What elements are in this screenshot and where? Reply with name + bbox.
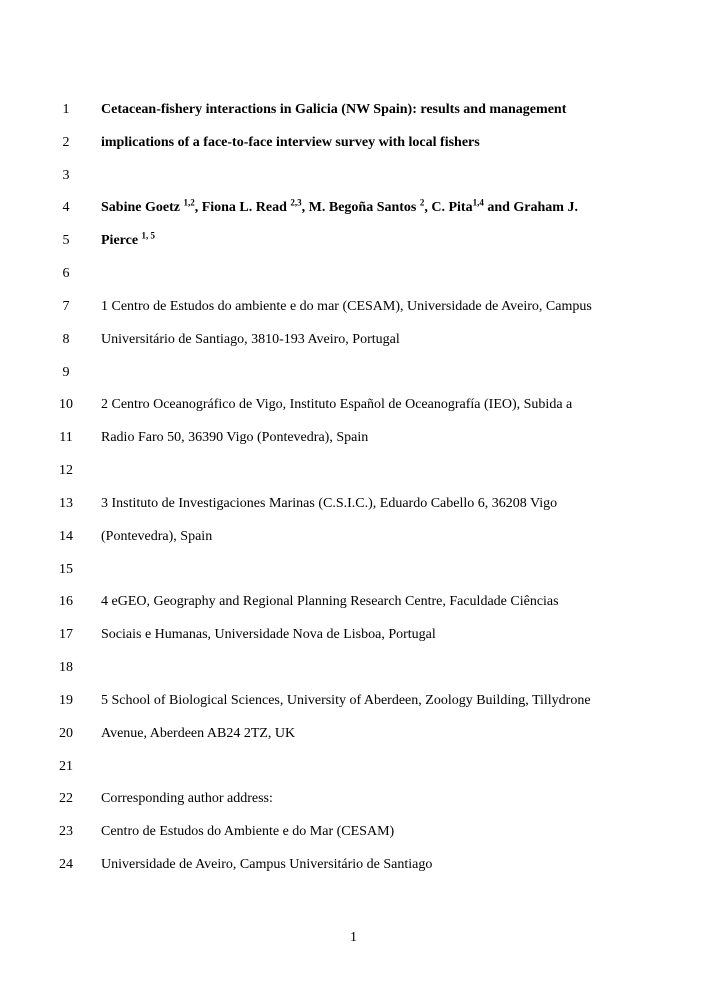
title-line-2: implications of a face-to-face interview survey with local fishers — [101, 135, 480, 150]
line-number: 12 — [59, 463, 73, 478]
corresponding-address-line-2: Universidade de Aveiro, Campus Universitário de Santiago — [101, 857, 433, 872]
author-list-cont — [101, 231, 661, 251]
author-name: , Fiona L. Read — [194, 200, 291, 215]
author-name: , M. Begoña Santos — [301, 200, 420, 215]
manuscript-line — [0, 133, 707, 153]
manuscript-line — [0, 363, 707, 383]
author-name: , C. Pita — [424, 200, 473, 215]
line-number: 4 — [62, 200, 70, 215]
affiliation-3-line-2: (Pontevedra), Spain — [101, 529, 213, 544]
manuscript-line — [0, 428, 707, 448]
page-number: 1 — [350, 930, 357, 945]
author-affiliation-sup: 1,4 — [472, 197, 484, 208]
manuscript-line — [0, 625, 707, 645]
line-number: 21 — [59, 759, 73, 774]
affiliation-3-line-1: 3 Instituto de Investigaciones Marinas (C.S.I.C.), Eduardo Cabello 6, 36208 Vigo — [101, 496, 558, 511]
manuscript-line — [0, 297, 707, 317]
author-affiliation-sup: 1, 5 — [141, 230, 156, 241]
line-number: 3 — [62, 168, 70, 183]
line-number: 8 — [62, 332, 70, 347]
affiliation-1-line-1: 1 Centro de Estudos do ambiente e do mar (CESAM), Universidade de Aveiro, Campus — [101, 299, 592, 314]
line-number: 14 — [59, 529, 73, 544]
manuscript-line — [0, 395, 707, 415]
line-number: 16 — [59, 594, 73, 609]
author-affiliation-sup: 2,3 — [290, 197, 302, 208]
line-number: 19 — [59, 693, 73, 708]
manuscript-line — [0, 231, 707, 251]
line-number: 7 — [62, 299, 70, 314]
manuscript-line — [0, 166, 707, 186]
affiliation-2-line-1: 2 Centro Oceanográfico de Vigo, Instituto Español de Oceanografía (IEO), Subida a — [101, 397, 573, 412]
manuscript-line — [0, 330, 707, 350]
author-affiliation-sup: 1,2 — [183, 197, 195, 208]
manuscript-line — [0, 461, 707, 481]
line-number: 5 — [62, 233, 70, 248]
manuscript-line — [0, 822, 707, 842]
line-number: 17 — [59, 627, 73, 642]
manuscript-line — [0, 855, 707, 875]
line-number: 2 — [62, 135, 70, 150]
manuscript-line — [0, 658, 707, 678]
author-name: and Graham J. — [483, 200, 578, 215]
manuscript-line — [0, 789, 707, 809]
affiliation-4-line-1: 4 eGEO, Geography and Regional Planning Research Centre, Faculdade Ciências — [101, 594, 559, 609]
line-number: 11 — [59, 430, 73, 445]
line-number: 23 — [59, 824, 73, 839]
affiliation-4-line-2: Sociais e Humanas, Universidade Nova de Lisboa, Portugal — [101, 627, 436, 642]
manuscript-line — [0, 757, 707, 777]
line-number: 20 — [59, 726, 73, 741]
author-name: Pierce — [101, 233, 142, 248]
line-number: 6 — [62, 266, 70, 281]
line-number: 18 — [59, 660, 73, 675]
author-affiliation-sup: 2 — [419, 197, 425, 208]
manuscript-line — [0, 100, 707, 120]
line-number: 9 — [62, 365, 70, 380]
line-number: 24 — [59, 857, 73, 872]
manuscript-line — [0, 264, 707, 284]
affiliation-2-line-2: Radio Faro 50, 36390 Vigo (Pontevedra), Spain — [101, 430, 369, 445]
corresponding-address-line-1: Centro de Estudos do Ambiente e do Mar (CESAM) — [101, 824, 395, 839]
line-number: 13 — [59, 496, 73, 511]
manuscript-line — [0, 592, 707, 612]
manuscript-line — [0, 198, 707, 218]
manuscript-line — [0, 724, 707, 744]
manuscript-line — [0, 560, 707, 580]
line-number: 10 — [59, 397, 73, 412]
title-line-1: Cetacean-fishery interactions in Galicia (NW Spain): results and management — [101, 102, 567, 117]
manuscript-line — [0, 527, 707, 547]
line-number: 15 — [59, 562, 73, 577]
manuscript-line — [0, 691, 707, 711]
author-list — [101, 198, 661, 218]
manuscript-line — [0, 494, 707, 514]
author-name: Sabine Goetz — [101, 200, 184, 215]
affiliation-5-line-2: Avenue, Aberdeen AB24 2TZ, UK — [101, 726, 296, 741]
affiliation-1-line-2: Universitário de Santiago, 3810-193 Aveiro, Portugal — [101, 332, 400, 347]
line-number: 22 — [59, 791, 73, 806]
line-number: 1 — [62, 102, 70, 117]
corresponding-label: Corresponding author address: — [101, 791, 273, 806]
affiliation-5-line-1: 5 School of Biological Sciences, University of Aberdeen, Zoology Building, Tillydrone — [101, 693, 591, 708]
